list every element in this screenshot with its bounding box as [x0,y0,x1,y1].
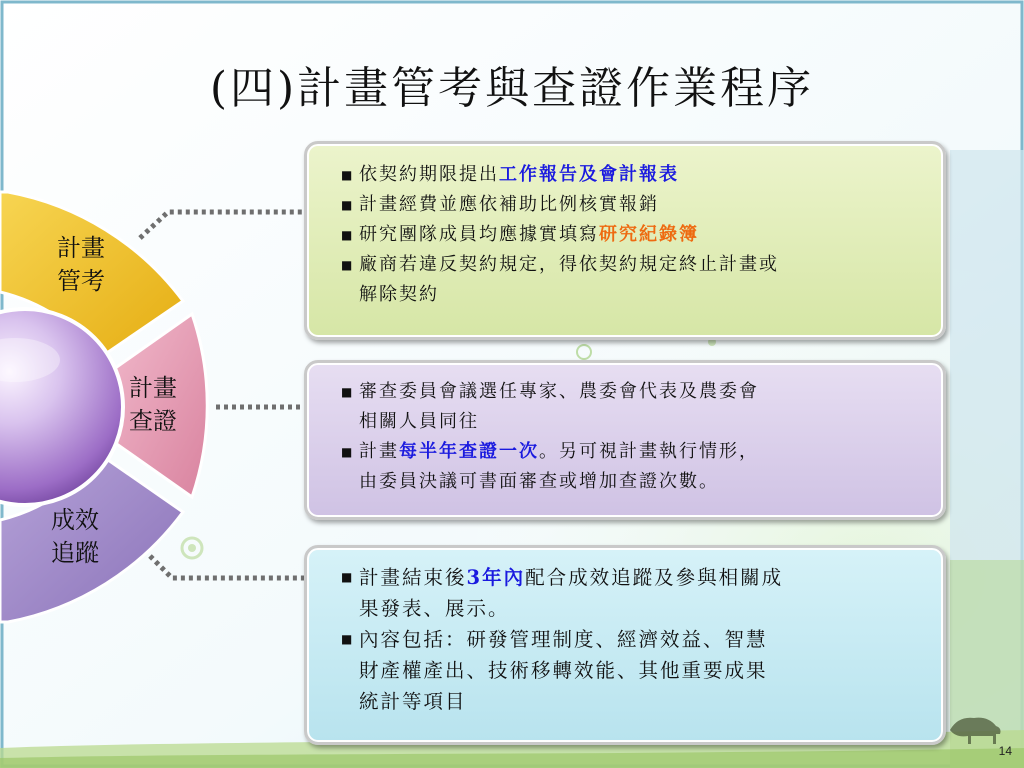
list-item-text: 內容包括：研發管理制度、經濟效益、智慧 [359,628,768,651]
list-item-text: 相關人員同往 [359,411,479,432]
bullet-icon: ■ [341,198,355,212]
list-item-text: 配合成效追蹤及參與相關成 [525,566,784,589]
segment-label-followup-line1: 成效 [51,506,99,534]
segment-label-followup-line2: 追蹤 [51,539,99,567]
bullet-icon: ■ [341,258,355,272]
management-details-box [304,141,946,340]
page-number: 14 [998,744,1012,758]
list-item-text: 依契約期限提出 [359,164,499,185]
list-item [337,190,925,220]
followup-details-box [304,545,946,745]
list-item [337,437,925,497]
list-item-text: 。另可視計畫執行情形， [539,441,759,462]
segment-label-management [46,232,116,298]
list-item [337,562,925,624]
verification-details-box [304,360,946,520]
connector-line-management [140,212,306,238]
segment-label-management-line2: 管考 [57,267,105,295]
highlight-text: 每半年查證一次 [399,441,539,462]
list-item [337,624,925,717]
list-item-text: 廠商若違反契約規定，得依契約規定終止計畫或 [359,254,779,275]
segment-label-verification [118,372,188,438]
list-item-text: 由委員決議可書面審查或增加查證次數。 [359,471,719,492]
list-item-text: 果發表、展示。 [359,597,510,620]
segment-label-verification-line2: 查證 [129,407,177,435]
connector-line-followup [150,556,306,578]
segment-label-management-line1: 計畫 [57,234,105,262]
list-item-text: 研究團隊成員均應據實填寫 [359,224,599,245]
list-item-text: 解除契約 [359,284,439,305]
bullet-icon: ■ [341,632,355,646]
list-item [337,377,925,437]
bullet-icon: ■ [341,168,355,182]
list-item-text: 計畫經費並應依補助比例核實報銷 [359,194,659,215]
list-item [337,220,925,250]
segment-label-verification-line1: 計畫 [129,374,177,402]
segment-label-followup [40,504,110,570]
list-item-text: 計畫結束後 [359,566,467,589]
highlight-text: 3年內 [466,566,526,589]
list-item-text: 財產權產出、技術移轉效能、其他重要成果 [359,659,768,682]
highlight-text: 工作報告及會計報表 [499,164,679,185]
list-item [337,250,925,310]
list-item-text: 審查委員會議選任專家、農委會代表及農委會 [359,381,759,402]
bullet-icon: ■ [341,228,355,242]
bullet-icon: ■ [341,385,355,399]
highlight-text: 研究紀錄簿 [599,224,699,245]
list-item-text: 統計等項目 [359,690,467,713]
bullet-icon: ■ [341,445,355,459]
slide-title: (四)計畫管考與查證作業程序 [209,63,815,114]
bullet-icon: ■ [341,570,355,584]
list-item [337,160,925,190]
list-item-text: 計畫 [359,441,399,462]
